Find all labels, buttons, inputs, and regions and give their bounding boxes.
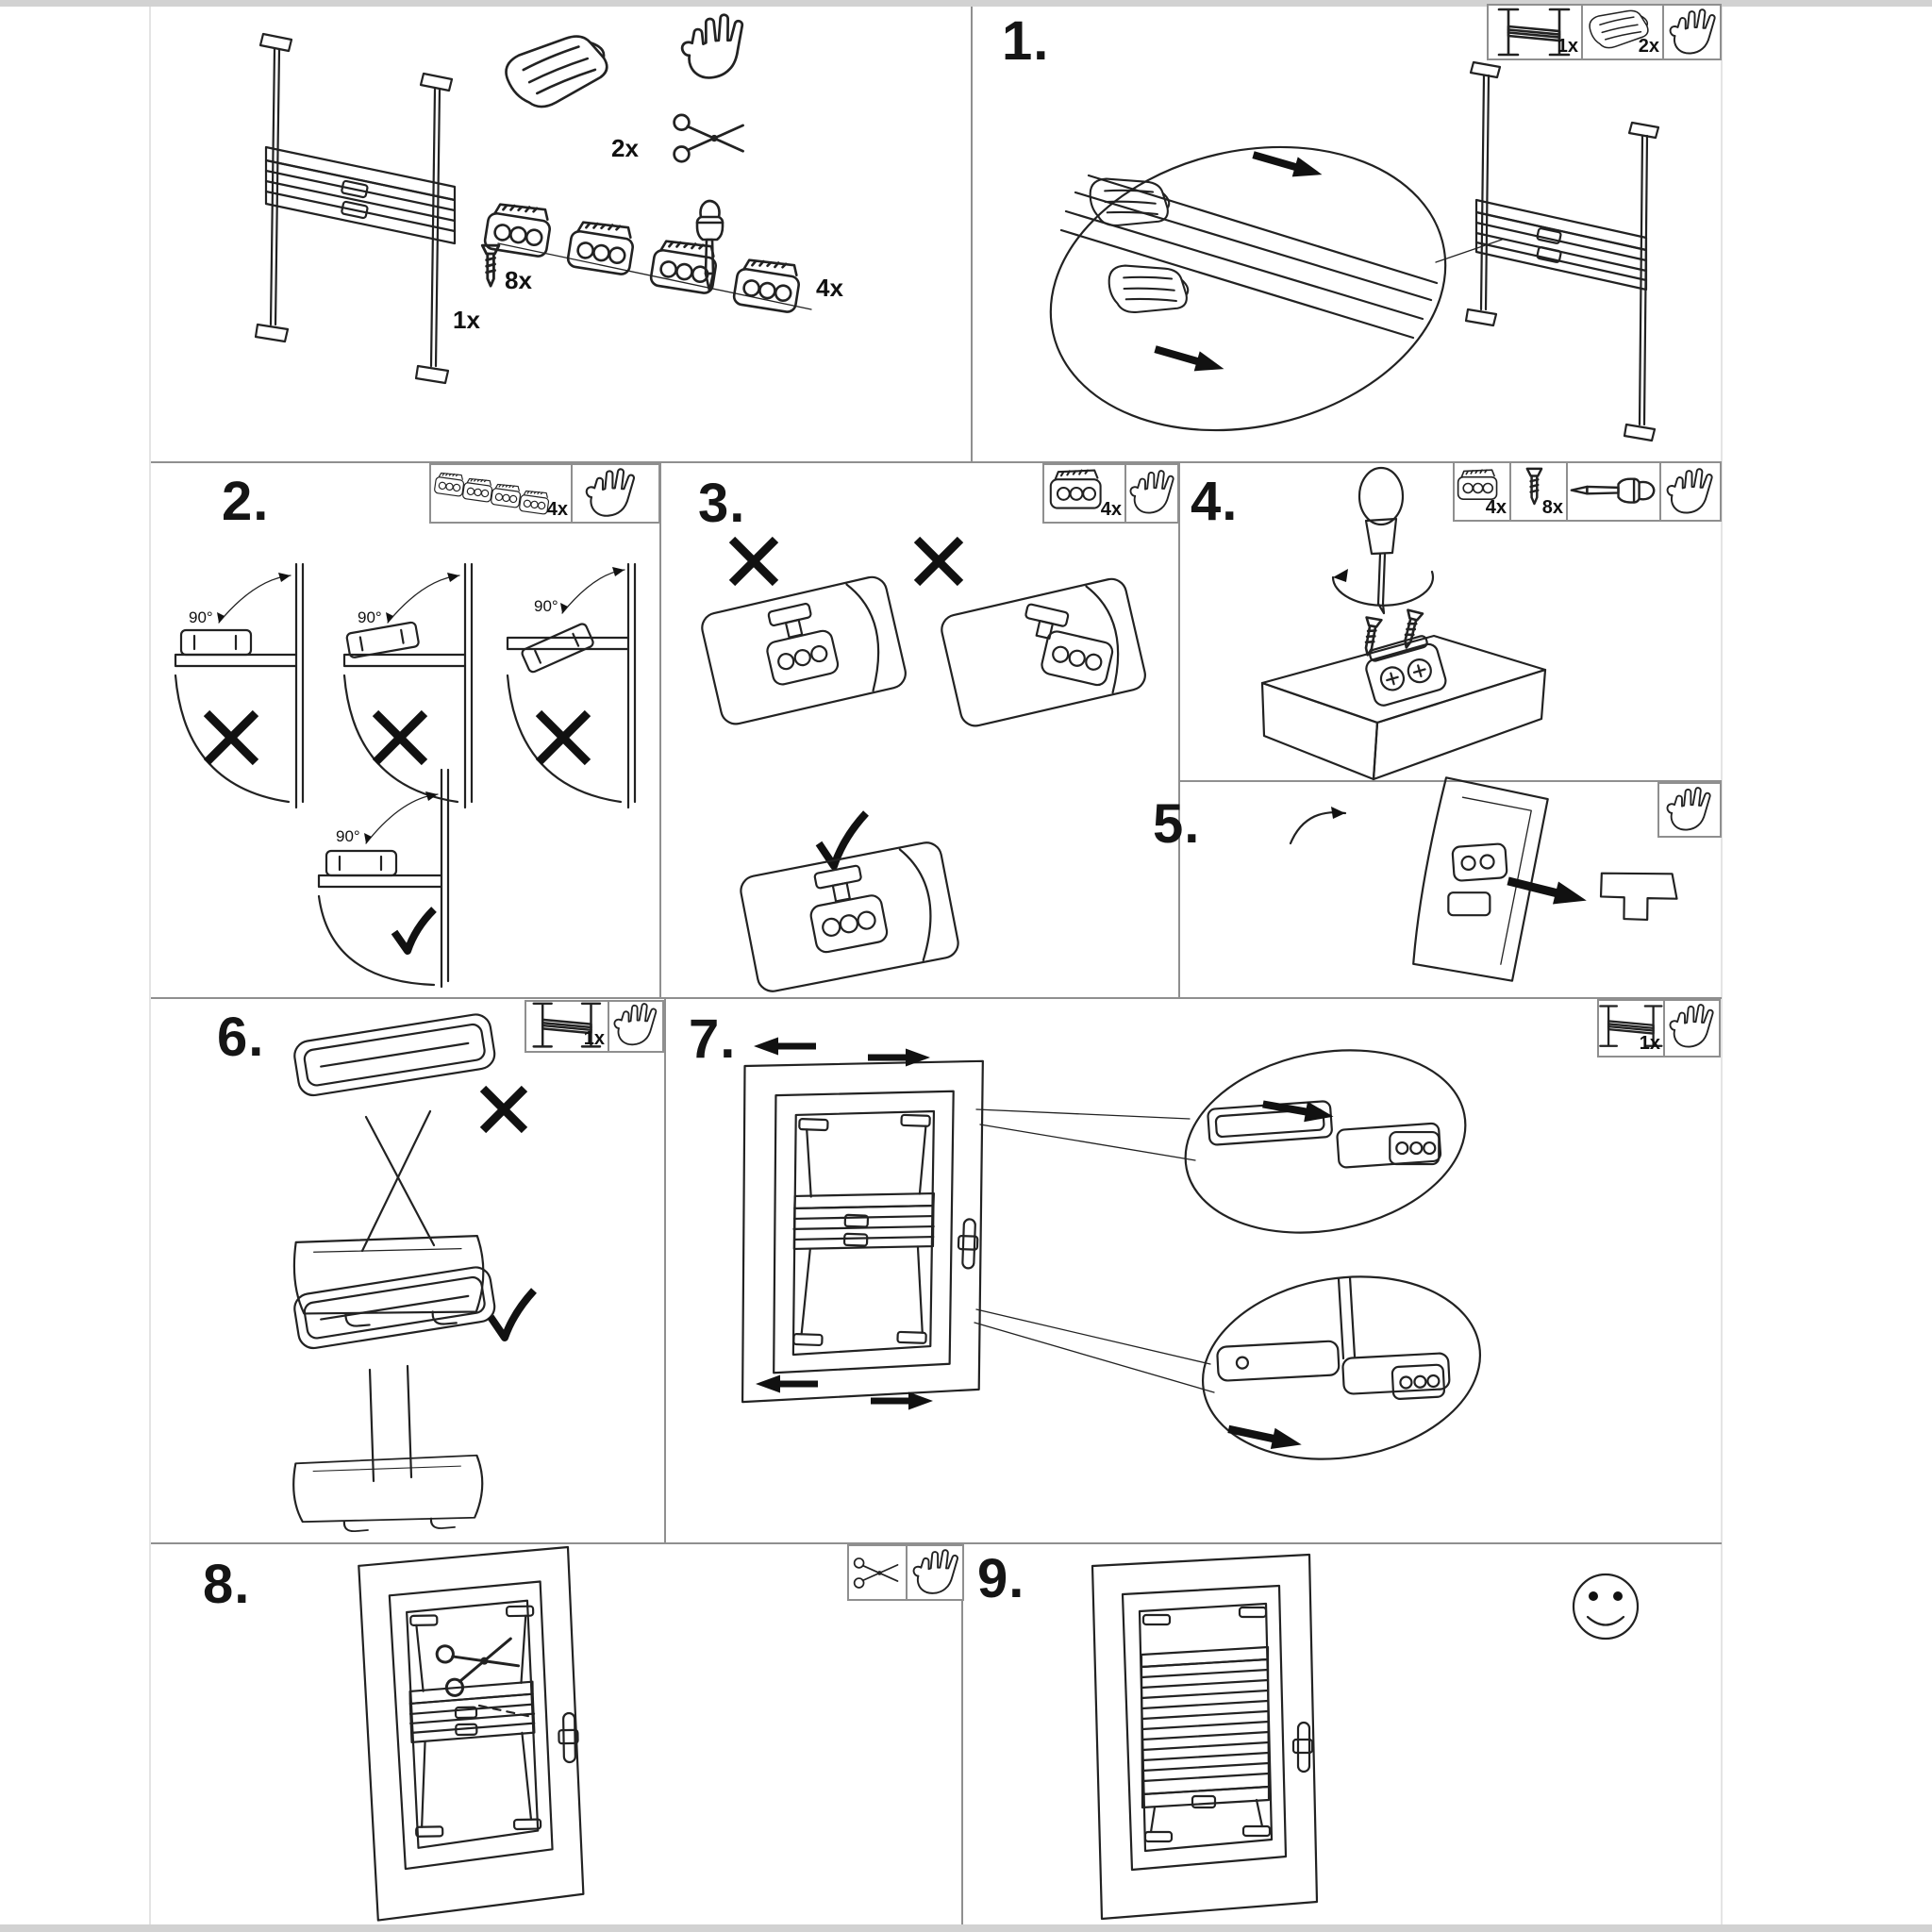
x-mark (483, 1089, 525, 1130)
arrow-icon (754, 1038, 816, 1056)
window-drawing (358, 1547, 584, 1921)
parts-overview-illustration (151, 6, 972, 462)
step-3-illustration (660, 462, 1179, 998)
detail-callout-top-rail (1170, 1027, 1481, 1256)
svg-text:90°: 90° (358, 608, 382, 626)
step-8-number: 8. (203, 1554, 251, 1615)
window-drawing (1092, 1555, 1317, 1919)
screwdriver-drawing (1359, 468, 1403, 613)
scissors-icon (675, 115, 743, 161)
page-edge-bottom (0, 1924, 1932, 1932)
arrow-icon (1251, 145, 1325, 185)
count-label: 8x (1541, 497, 1563, 518)
arrow-icon (756, 1375, 818, 1393)
wrong-bracket-position-1 (699, 575, 908, 727)
bracket-strip-drawing (484, 201, 811, 313)
step-2-illustration (151, 462, 660, 998)
window-drawing (733, 1053, 991, 1410)
correct-cords-straight (291, 1265, 534, 1541)
count-label: 2x (1638, 36, 1659, 57)
count-label: 2x (611, 134, 639, 162)
svg-text:90°: 90° (189, 608, 213, 626)
step-7-number: 7. (689, 1008, 737, 1070)
correct-mounting (319, 770, 448, 987)
step-4-number: 4. (1191, 471, 1239, 532)
detail-callout-bottom-rail (1190, 1257, 1493, 1478)
arrow-icon (1153, 340, 1227, 379)
count-label: 4x (816, 274, 843, 302)
step-9-number: 9. (977, 1548, 1025, 1609)
svg-text:90°: 90° (534, 597, 558, 615)
step-4-illustration (1179, 462, 1722, 781)
count-label: 1x (1557, 36, 1578, 57)
check-mark (394, 909, 434, 951)
step-6-number: 6. (217, 1007, 265, 1068)
step-3-number: 3. (698, 473, 746, 534)
step-7-illustration (665, 998, 1722, 1543)
rotate-arrow (1291, 812, 1345, 843)
count-label: 4x (546, 499, 568, 520)
wrong-bracket-position-2 (939, 576, 1148, 729)
step-9-illustration (962, 1543, 1722, 1924)
correct-bracket-position (739, 841, 961, 994)
screw-drawing (482, 245, 499, 286)
step-5-illustration (1179, 781, 1722, 998)
count-label: 1x (1639, 1033, 1660, 1054)
blind-assembly-drawing (256, 34, 455, 383)
svg-text:90°: 90° (336, 827, 360, 845)
detail-callout-ellipse (1023, 109, 1474, 468)
wrong-mounting-1 (175, 564, 303, 808)
count-label: 4x (1100, 499, 1122, 520)
blind-assembly-drawing (1466, 62, 1658, 441)
window-corner-drawing (1401, 774, 1557, 988)
step-2-number: 2. (222, 471, 270, 532)
step-1-illustration (972, 6, 1722, 462)
scissors-icon (435, 1627, 522, 1697)
x-mark (207, 713, 256, 762)
count-label: 1x (453, 306, 480, 334)
x-mark (917, 540, 960, 583)
hand-icon (679, 13, 747, 80)
smiley-icon (1574, 1574, 1638, 1639)
x-mark (539, 713, 588, 762)
x-mark (732, 540, 775, 583)
x-mark (375, 713, 425, 762)
count-label: 4x (1485, 497, 1507, 518)
window-corner-drawing (1262, 633, 1545, 779)
count-label: 8x (505, 266, 532, 294)
step-6-illustration (151, 998, 665, 1543)
wrong-mounting-2 (344, 564, 472, 808)
step-1-number: 1. (1002, 10, 1050, 72)
clip-drawing (502, 32, 612, 112)
check-mark (491, 1291, 534, 1338)
wrong-mounting-3 (508, 564, 635, 808)
step-8-illustration (151, 1543, 962, 1924)
count-label: 1x (583, 1028, 605, 1049)
step-5-number: 5. (1153, 793, 1201, 855)
cover-piece-drawing (1591, 855, 1683, 931)
